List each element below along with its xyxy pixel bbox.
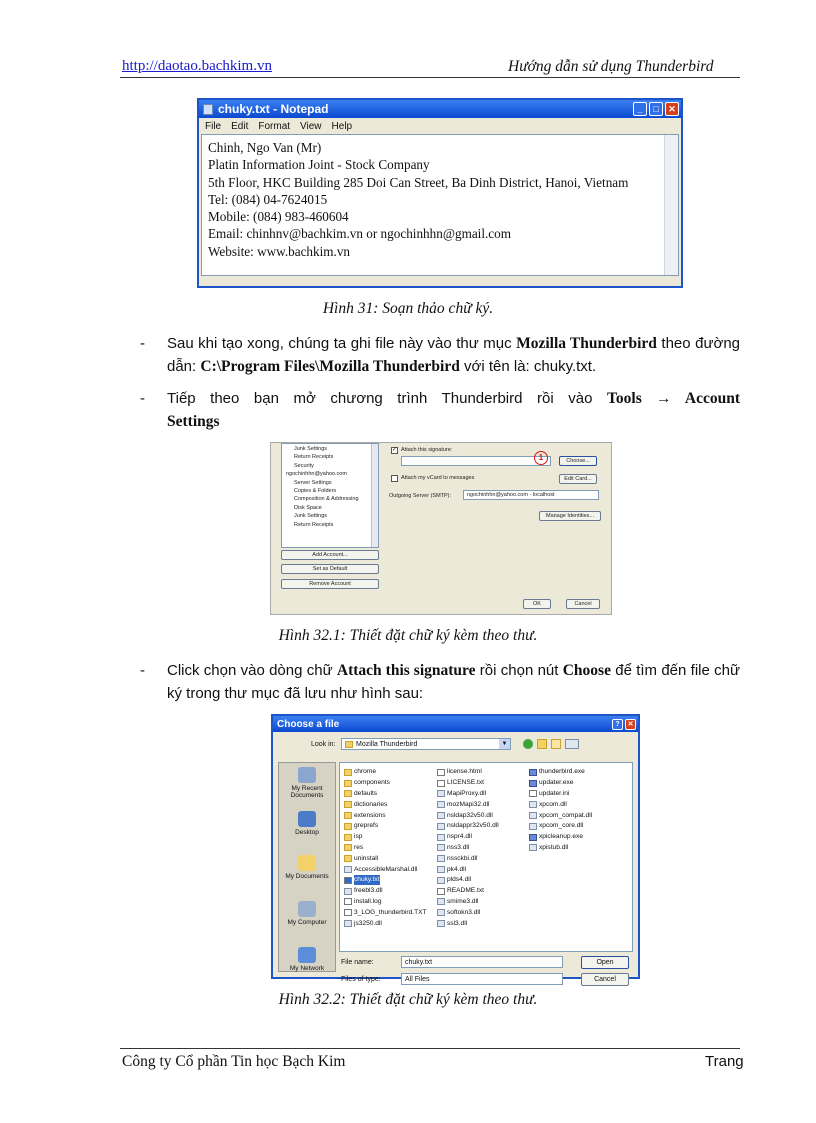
file-item-label: softokn3.dll (447, 908, 481, 916)
file-item[interactable] (437, 853, 532, 864)
manage-identities-button[interactable]: Manage Identities... (539, 511, 601, 521)
signature-line: Chinh, Ngo Van (Mr) (208, 140, 322, 155)
file-item[interactable] (344, 767, 439, 778)
file-item[interactable] (344, 799, 439, 810)
file-item-label: install.log (354, 897, 382, 905)
file-item-label: chrome (354, 768, 376, 776)
file-item[interactable] (344, 843, 439, 854)
file-icon (529, 790, 537, 797)
file-list[interactable] (339, 762, 633, 952)
file-item[interactable] (529, 767, 624, 778)
file-item-label: mozMapi32.dll (447, 800, 490, 808)
notepad-text-area[interactable] (201, 134, 679, 276)
folder-icon (344, 769, 352, 776)
places-bar (278, 762, 336, 972)
menu-edit[interactable]: Edit (231, 120, 249, 132)
files-of-type-label: Files of type: (341, 976, 381, 983)
smtp-label: Outgoing Server (SMTP): (389, 493, 452, 499)
header-title: Hướng dẫn sử dụng Thunderbird (508, 58, 714, 75)
file-icon (437, 790, 445, 797)
minimize-icon[interactable]: _ (633, 102, 647, 116)
menu-file[interactable]: File (205, 120, 222, 132)
file-item[interactable] (529, 832, 624, 843)
my-computer-icon (298, 901, 316, 917)
file-item-label: README.txt (447, 887, 485, 895)
my-documents-icon (298, 855, 316, 871)
file-item[interactable] (529, 810, 624, 821)
file-icon (437, 834, 445, 841)
tree-item[interactable]: Composition & Addressing (294, 496, 359, 503)
remove-account-button[interactable]: Remove Account (281, 579, 379, 589)
file-item-label: res (354, 843, 364, 851)
file-item[interactable] (437, 875, 532, 886)
smtp-select[interactable]: ngochinhhn@yahoo.com - localhost (463, 490, 599, 500)
vertical-scrollbar[interactable] (664, 135, 678, 275)
file-item[interactable] (344, 821, 439, 832)
file-item-label: freebl3.dll (354, 887, 383, 895)
folder-icon (345, 741, 353, 748)
place-my-network[interactable]: My Network (279, 947, 335, 972)
figure-caption-32-1: Hình 32.1: Thiết đặt chữ ký kèm theo thư. (278, 627, 538, 644)
choose-file-titlebar (273, 716, 638, 732)
choose-file-title: Choose a file (277, 718, 340, 730)
file-item[interactable] (437, 821, 532, 832)
file-item-label: xpcom.dll (539, 800, 567, 808)
file-item[interactable] (344, 810, 439, 821)
file-icon (529, 834, 537, 841)
set-default-button[interactable]: Set as Default (281, 564, 379, 574)
file-icon (437, 877, 445, 884)
file-item-label: xpistub.dll (539, 843, 569, 851)
place-my-computer[interactable]: My Computer (279, 901, 335, 926)
files-of-type-select[interactable]: All Files (401, 973, 563, 985)
attach-vcard-label[interactable]: Attach my vCard to messages (401, 475, 475, 481)
footer-page: Trang (705, 1053, 744, 1070)
file-item[interactable] (437, 799, 532, 810)
file-icon (437, 898, 445, 905)
file-item[interactable] (529, 799, 624, 810)
account-tree[interactable] (281, 443, 379, 548)
file-item[interactable] (344, 853, 439, 864)
file-icon (437, 866, 445, 873)
file-item[interactable] (437, 886, 532, 897)
close-icon[interactable]: ✕ (665, 102, 679, 116)
choose-file-dialog (271, 714, 640, 983)
notepad-window (197, 98, 683, 288)
ok-button[interactable]: OK (523, 599, 551, 609)
view-menu-icon[interactable] (565, 739, 579, 749)
file-item[interactable] (529, 789, 624, 800)
signature-line: Website: www.bachkim.vn (208, 243, 351, 259)
file-icon (437, 780, 445, 787)
bullet-click-choose: - Click chọn vào dòng chữ Attach this signature rồi chọn nút Choose để tìm đến file chữ ký trong thư mục đã lưu như hình sau: (140, 662, 740, 702)
desktop-icon (298, 811, 316, 827)
file-item[interactable] (344, 789, 439, 800)
file-item-label: xpcom_core.dll (539, 822, 584, 830)
file-item-label: greprefs (354, 822, 379, 830)
up-folder-icon[interactable] (537, 739, 547, 749)
recent-documents-icon (298, 767, 316, 783)
tree-scrollbar[interactable] (371, 444, 378, 547)
attach-signature-checkbox[interactable]: ✓ (392, 447, 398, 453)
file-icon (344, 909, 352, 916)
footer-company: Công ty Cổ phần Tin học Bạch Kim (122, 1053, 346, 1070)
folder-icon (344, 780, 352, 787)
signature-line: Mobile: (084) 983-460604 (208, 209, 349, 225)
file-icon (437, 909, 445, 916)
edit-card-button[interactable]: Edit Card... (559, 474, 597, 484)
footer-rule (120, 1048, 740, 1049)
file-item-label: xpcom_compat.dll (539, 811, 593, 819)
file-item-label: pk4.dll (447, 865, 467, 873)
tree-item[interactable]: Disk Space (294, 504, 322, 511)
folder-icon (344, 844, 352, 851)
cancel-button[interactable]: Cancel (566, 599, 600, 609)
file-item[interactable] (529, 778, 624, 789)
tree-item[interactable]: Junk Settings (294, 513, 328, 520)
file-item[interactable] (437, 918, 532, 929)
folder-icon (344, 790, 352, 797)
file-icon (437, 888, 445, 895)
attach-vcard-checkbox[interactable] (391, 475, 398, 482)
file-item-label: plds4.dll (447, 876, 472, 884)
file-item-label: ssl3.dll (447, 919, 468, 927)
cancel-button[interactable]: Cancel (581, 973, 629, 986)
file-item-label: dictionaries (354, 800, 388, 808)
file-icon (344, 898, 352, 905)
help-icon[interactable]: ? (612, 719, 623, 730)
file-item-label: extensions (354, 811, 386, 819)
notepad-icon (203, 104, 213, 115)
look-in-label: Look in: (311, 741, 336, 748)
file-item-label: license.html (447, 768, 482, 776)
signature-line: Platin Information Joint - Stock Company (208, 157, 430, 173)
look-in-select[interactable]: Mozilla Thunderbird ▼ (341, 738, 511, 750)
tree-item[interactable]: Return Receipts (294, 454, 334, 461)
add-account-button[interactable]: Add Account... (281, 550, 379, 560)
file-item-label: js3250.dll (354, 919, 382, 927)
folder-icon (344, 812, 352, 819)
file-item[interactable] (529, 821, 624, 832)
file-item[interactable] (344, 907, 439, 918)
file-item-label: MapiProxy.dll (447, 789, 487, 797)
file-item-label: uninstall (354, 854, 379, 862)
file-icon (344, 877, 352, 884)
my-network-icon (298, 947, 316, 963)
file-icon (529, 823, 537, 830)
file-icon (437, 844, 445, 851)
account-settings-screenshot (270, 442, 612, 615)
place-recent-documents[interactable]: My Recent Documents (279, 767, 335, 799)
bullet-open-settings: - Tiếp theo bạn mở chương trình Thunderbird rồi vào Tools → Account Settings (140, 390, 740, 430)
signature-line: Email: chinhnv@bachkim.vn or ngochinhhn@gmail.com (208, 226, 512, 242)
notepad-menubar (199, 118, 681, 134)
file-icon (529, 812, 537, 819)
tree-item[interactable]: Copies & Folders (294, 488, 337, 495)
folder-icon (344, 834, 352, 841)
step-marker: 1 (534, 451, 548, 465)
tree-item[interactable]: Junk Settings (294, 446, 328, 452)
attach-signature-label[interactable]: Attach this signature: (401, 447, 453, 453)
tree-item[interactable]: Security (294, 462, 314, 469)
file-item[interactable] (344, 864, 439, 875)
maximize-icon[interactable]: □ (649, 102, 663, 116)
notepad-titlebar (199, 100, 681, 118)
file-icon (344, 888, 352, 895)
file-item[interactable] (529, 843, 624, 854)
file-item[interactable] (344, 778, 439, 789)
file-item-label: xpicleanup.exe (539, 833, 583, 841)
file-icon (344, 866, 352, 873)
file-item-label: nssckbi.dll (447, 854, 478, 862)
header-rule (120, 77, 740, 78)
place-my-documents[interactable]: My Documents (279, 855, 335, 880)
file-icon (437, 812, 445, 819)
file-item-label: thunderbird.exe (539, 768, 585, 776)
file-item[interactable] (437, 897, 532, 908)
file-icon (437, 855, 445, 862)
file-item[interactable] (437, 843, 532, 854)
file-item-label: AccessibleMarshal.dll (354, 865, 418, 873)
file-item-label: defaults (354, 789, 378, 797)
close-icon[interactable]: ✕ (625, 719, 636, 730)
notepad-title: chuky.txt - Notepad (218, 102, 329, 116)
file-item-label: nss3.dll (447, 843, 470, 851)
file-item[interactable] (437, 778, 532, 789)
file-item[interactable] (437, 864, 532, 875)
open-button[interactable]: Open (581, 956, 629, 969)
file-item-label: updater.ini (539, 789, 570, 797)
menu-help[interactable]: Help (331, 120, 353, 132)
chevron-down-icon[interactable]: ▼ (499, 739, 510, 749)
file-item-label: components (354, 779, 390, 787)
file-item-label: updater.exe (539, 779, 574, 787)
file-item[interactable] (437, 810, 532, 821)
file-icon (344, 920, 352, 927)
file-icon (529, 769, 537, 776)
back-icon[interactable] (523, 739, 533, 749)
file-item-label: 3_LOG_thunderbird.TXT (354, 908, 427, 916)
file-item[interactable] (344, 886, 439, 897)
file-item-label: isp (354, 833, 363, 841)
file-item[interactable] (344, 875, 439, 886)
menu-format[interactable]: Format (258, 120, 291, 132)
menu-view[interactable]: View (300, 120, 322, 132)
header-link[interactable]: http://daotao.bachkim.vn (122, 58, 272, 74)
file-icon (437, 823, 445, 830)
file-name-label: File name: (341, 959, 374, 966)
file-icon (437, 801, 445, 808)
bullet-save-file: - Sau khi tạo xong, chúng ta ghi file này vào thư mục Mozilla Thunderbird theo đường dẫn: C:\Program Files\Mozilla Thunderbird với tên là: chuky.txt. (140, 335, 741, 375)
file-icon (529, 844, 537, 851)
file-item[interactable] (344, 918, 439, 929)
folder-icon (344, 855, 352, 862)
figure-caption-31: Hình 31: Soạn thảo chữ ký. (322, 300, 494, 317)
file-item[interactable] (437, 767, 532, 778)
file-item-label: nsldap32v50.dll (447, 811, 493, 819)
figure-caption-32-2: Hình 32.2: Thiết đặt chữ ký kèm theo thư. (278, 991, 538, 1008)
file-icon (437, 769, 445, 776)
file-item-label: smime3.dll (447, 897, 479, 905)
file-item-label: nsldappr32v50.dll (447, 822, 499, 830)
choose-button[interactable]: Choose... (559, 456, 597, 466)
file-item[interactable] (437, 832, 532, 843)
signature-line: Tel: (084) 04-7624015 (208, 191, 328, 207)
file-name-input[interactable]: chuky.txt (401, 956, 563, 968)
file-item-label: chuky.txt (354, 876, 380, 884)
signature-path-field[interactable] (401, 456, 551, 466)
file-item[interactable] (344, 832, 439, 843)
place-desktop[interactable]: Desktop (279, 811, 335, 836)
file-item[interactable] (437, 907, 532, 918)
signature-line: 5th Floor, HKC Building 285 Doi Can Street, Ba Dinh District, Hanoi, Vietnam (208, 174, 629, 190)
folder-icon (344, 823, 352, 830)
file-item[interactable] (344, 897, 439, 908)
file-icon (529, 801, 537, 808)
folder-icon (344, 801, 352, 808)
tree-item[interactable]: Return Receipts (294, 521, 334, 528)
new-folder-icon[interactable] (551, 739, 561, 749)
tree-item[interactable]: Server Settings (294, 479, 332, 486)
file-item[interactable] (437, 789, 532, 800)
file-item-label: LICENSE.txt (447, 779, 485, 787)
file-icon (437, 920, 445, 927)
file-item-label: nspr4.dll (447, 833, 472, 841)
file-icon (529, 780, 537, 787)
tree-item[interactable]: ngochinhhn@yahoo.com (286, 471, 347, 478)
